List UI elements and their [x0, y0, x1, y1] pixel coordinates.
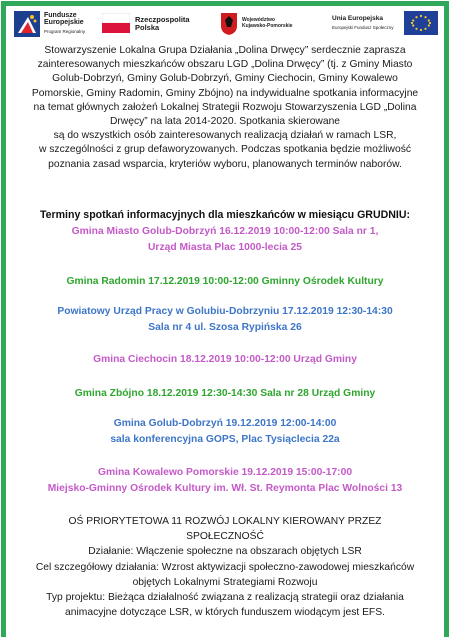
meeting-line: Urząd Miasta Plac 1000-lecia 25	[148, 242, 302, 253]
intro-line: Pomorskie, Gminy Radomin, Gminy Zbójno) na indywidualne spotkania informacyjne	[31, 87, 419, 99]
intro-line: poznania zasad wsparcia, kryteriów wyboru, planowanych terminów naborów.	[48, 158, 402, 170]
priority-axis-line: SPOŁECZNOŚĆ	[186, 531, 264, 543]
woj-title-2: Kujawsko-Pomorskie	[242, 23, 293, 29]
intro-line: zainteresowanych mieszkańców obszaru LGD „Dolina Drwęcy” (tj. z Gminy Miasto	[37, 59, 413, 71]
unia-europejska-logo	[330, 9, 440, 39]
meeting-radomin	[14, 274, 436, 290]
schedule-heading: Terminy spotkań informacyjnych dla mieszkańców w miesiącu GRUDNIU:	[39, 209, 411, 221]
intro-paragraph	[14, 44, 436, 172]
project-type-line: animacyjne dotyczące LSR, w których funduszem wiodącym jest EFS.	[65, 607, 385, 619]
meeting-line: Gmina Zbójno 18.12.2019 12:30-14:30 Sala nr 28 Urząd Gminy	[74, 388, 376, 399]
meeting-pup	[14, 304, 436, 336]
meeting-zbojno	[14, 386, 436, 402]
ue-subtitle: Europejski Fundusz Społeczny	[332, 25, 394, 30]
intro-line: w szczególności z grup defaworyzowanych. Podczas spotkania będzie możliwość	[38, 144, 411, 156]
meeting-golub-dobrzyn-miasto	[14, 224, 436, 256]
ue-title: Unia Europejska	[332, 15, 383, 22]
logos-bar	[10, 9, 440, 39]
fe-title: Fundusze	[44, 12, 77, 19]
rp-title: Rzeczpospolita	[135, 15, 190, 24]
meeting-golub-dobrzyn-gmina	[14, 416, 436, 448]
fundusze-europejskie-logo	[14, 9, 94, 39]
meeting-kowalewo	[14, 465, 436, 497]
fe-icon	[14, 11, 40, 37]
goal-line: Cel szczegółowy działania: Wzrost aktywizacji społeczno-zawodowej mieszkańców	[35, 561, 415, 573]
meeting-line: Sala nr 4 ul. Szosa Rypińska 26	[148, 322, 302, 333]
intro-line: Stowarzyszenie Lokalna Grupa Działania „Dolina Drwęcy” serdecznie zaprasza	[44, 45, 406, 56]
intro-line: Drwęcy” na lata 2014-2020. Spotkania skierowane	[109, 116, 341, 128]
polish-flag-icon	[102, 13, 130, 33]
rzeczpospolita-polska-logo	[102, 9, 202, 39]
intro-line: Golub-Dobrzyń, Gminy Golub-Dobrzyń, Gminy Ciechocin, Gminy Kowalewo	[52, 73, 398, 85]
meeting-line: Gmina Ciechocin 18.12.2019 10:00-12:00 Urząd Gminy	[93, 354, 357, 365]
intro-line: na temat głównych założeń Lokalnej Strategii Rozwoju Stowarzyszenia LGD „Dolina	[33, 101, 417, 113]
meeting-line: Gmina Golub-Dobrzyń 19.12.2019 12:00-14:00	[113, 418, 337, 429]
meeting-ciechocin	[14, 352, 436, 368]
meeting-line: Powiatowy Urząd Pracy w Golubiu-Dobrzyniu 17.12.2019 12:30-14:30	[57, 306, 393, 317]
meeting-line: Miejsko-Gminny Ośrodek Kultury im. Wł. St. Reymonta Plac Wolności 13	[47, 483, 403, 494]
rp-title-2: Polska	[135, 23, 160, 32]
meeting-line: Gmina Miasto Golub-Dobrzyń 16.12.2019 10:00-12:00 Sala nr 1,	[71, 226, 379, 237]
priority-axis-line: OŚ PRIORYTETOWA 11 ROZWÓJ LOKALNY KIEROWANY PRZEZ	[68, 516, 382, 527]
project-type-line: Typ projektu: Bieżąca działalność związana z realizacją strategii oraz działania	[46, 592, 404, 604]
meeting-line: sala konferencyjna GOPS, Plac Tysiąclecia 22a	[110, 434, 340, 445]
wojewodztwo-logo	[220, 9, 310, 39]
meeting-line: Gmina Radomin 17.12.2019 10:00-12:00 Gminny Ośrodek Kultury	[66, 276, 384, 287]
coat-of-arms-icon	[220, 12, 238, 36]
action-line: Działanie: Włączenie społeczne na obszarach objętych LSR	[88, 546, 362, 558]
fe-subtitle: Program Regionalny	[44, 29, 86, 34]
footer-info	[14, 514, 436, 620]
meeting-line: Gmina Kowalewo Pomorskie 19.12.2019 15:00-17:00	[97, 467, 353, 478]
fe-title-2: Europejskie	[44, 19, 84, 26]
intro-line: są do wszystkich osób zainteresowanych realizacją działań w ramach LSR,	[53, 130, 397, 142]
eu-flag-icon	[404, 11, 438, 35]
woj-title: Województwo	[242, 17, 275, 23]
goal-line: objętych Lokalnymi Strategiami Rozwoju	[132, 576, 318, 588]
